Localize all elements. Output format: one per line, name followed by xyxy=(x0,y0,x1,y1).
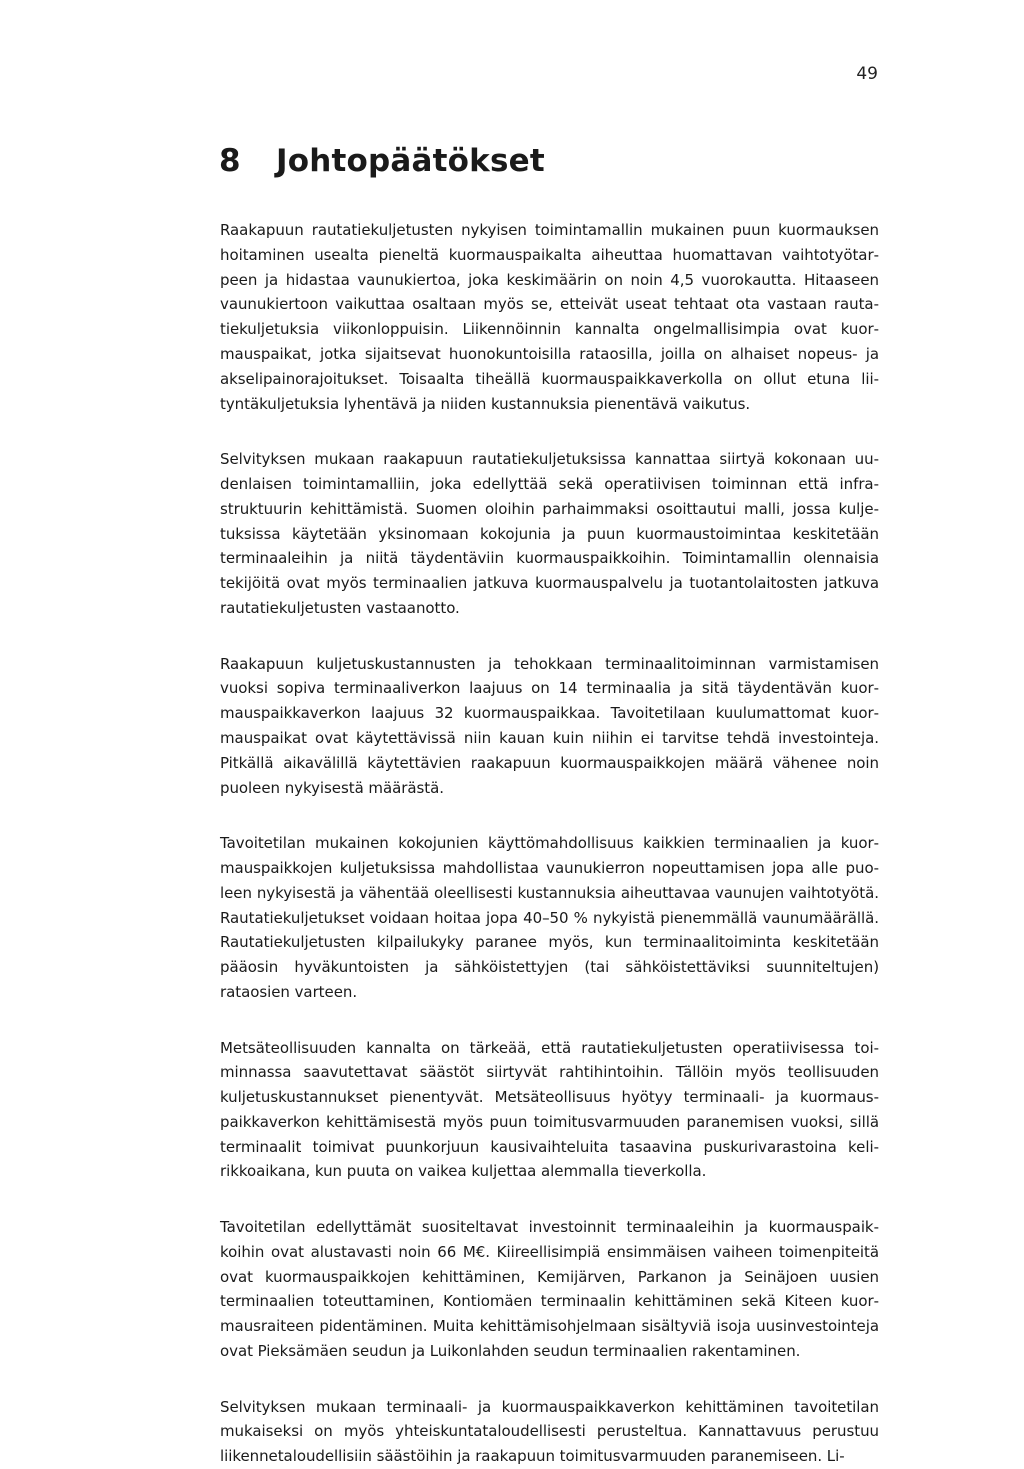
page-number: 49 xyxy=(856,64,878,84)
chapter-title: Johtopäätökset xyxy=(276,143,545,179)
paragraph: Selvityksen mukaan terminaali- ja kuormauspaikkaverkon kehittäminen tavoitetilan mukaiseksi on myös yhteiskuntataloudellisesti perusteltua. Kannattavuus perustuu liikennetaloudellisiin säästöihin ja raakapuun toimitusvarmuuden paranemiseen. Li- xyxy=(220,1397,879,1466)
paragraph: Raakapuun rautatiekuljetusten nykyisen toimintamallin mukainen puun kuormauksen hoitaminen usealta pieneltä kuormauspaikalta aiheuttaa huomattavan vaihtotyötarpeen ja hidastaa vaunukiertoa, joka keskimäärin on noin 4,5 vuorokautta. Hitaaseen vaunukiertoon vaikuttaa osaltaan myös se, etteivät useat tehtaat ota vastaan rautatiekuljetuksia viikonloppuisin. Liikennöinnin kannalta ongelmallisimpia ovat kuormauspaikat, jotka sijaitsevat huonokuntoisilla rataosilla, joilla on alhaiset nopeus- ja akselipainorajoitukset. Toisaalta tiheällä kuormauspaikkaverkolla on ollut etuna liityntäkuljetuksia lyhentävä ja niiden kustannuksia pienentävä vaikutus. xyxy=(220,221,879,413)
paragraph: Selvityksen mukaan raakapuun rautatiekuljetuksissa kannattaa siirtyä kokonaan uudenlaisen toimintamalliin, joka edellyttää sekä operatiivisen toiminnan että infrastruktuurin kehittämistä. Suomen oloihin parhaimmaksi osoittautui malli, jossa kuljetuksissa käytetään yksinomaan kokojunia ja puun kuormaustoimintaa keskitetään terminaaleihin ja niitä täydentäviin kuormauspaikkoihin. Toimintamallin olennaisia tekijöitä ovat myös terminaalien jatkuva kuormauspalvelu ja tuotantolaitosten jatkuva rautatiekuljetusten vastaanotto. xyxy=(220,450,879,617)
chapter-number: 8 xyxy=(219,143,241,179)
chapter-heading xyxy=(219,143,545,179)
body-text xyxy=(220,218,879,1469)
paragraph: Tavoitetilan edellyttämät suositeltavat investoinnit terminaaleihin ja kuormauspaikkoihin ovat alustavasti noin 66 M€. Kiireellisimpiä ensimmäisen vaiheen toimenpiteitä ovat kuormauspaikkojen kehittäminen, Kemijärven, Parkanon ja Seinäjoen uusien terminaalien toteuttaminen, Kontiomäen terminaalin kehittäminen sekä Kiteen kuormausraiteen pidentäminen. Muita kehittämisohjelmaan sisältyviä isoja uusinvestointeja ovat Pieksämäen seudun ja Luikonlahden seudun terminaalien rakentaminen. xyxy=(220,1218,879,1361)
paragraph: Metsäteollisuuden kannalta on tärkeää, että rautatiekuljetusten operatiivisessa toiminnassa saavutettavat säästöt siirtyvät rahtihintoihin. Tällöin myös teollisuuden kuljetuskustannukset pienentyvät. Metsäteollisuus hyötyy terminaali- ja kuormauspaikkaverkon kehittämisestä myös puun toimitusvarmuuden paranemisen vuoksi, sillä terminaalit toimivat puunkorjuun kausivaihteluita tasaavina puskurivarastoina kelirikkoaikana, kun puuta on vaikea kuljettaa alemmalla tieverkolla. xyxy=(220,1038,879,1181)
paragraph: Tavoitetilan mukainen kokojunien käyttömahdollisuus kaikkien terminaalien ja kuormauspaikkojen kuljetuksissa mahdollistaa vaunukierron nopeuttamisen jopa alle puoleen nykyisestä ja vähentää oleellisesti kustannuksia aiheuttavaa vaunujen vaihtotyötä. Rautatiekuljetukset voidaan hoitaa jopa 40–50 % nykyistä pienemmällä vaunumäärällä. Rautatiekuljetusten kilpailukyky paranee myös, kun terminaalitoiminta keskitetään pääosin hyväkuntoisten ja sähköistettyjen (tai sähköistettäviksi suunniteltujen) rataosien varteen. xyxy=(220,834,879,1001)
paragraph: Raakapuun kuljetuskustannusten ja tehokkaan terminaalitoiminnan varmistamisen vuoksi sopiva terminaaliverkon laajuus on 14 terminaalia ja sitä täydentävän kuormauspaikkaverkon laajuus 32 kuormauspaikkaa. Tavoitetilaan kuulumattomat kuormauspaikat ovat käytettävissä niin kauan kuin niihin ei tarvitse tehdä investointeja. Pitkällä aikavälillä käytettävien raakapuun kuormauspaikkojen määrä vähenee noin puoleen nykyisestä määrästä. xyxy=(220,654,879,797)
